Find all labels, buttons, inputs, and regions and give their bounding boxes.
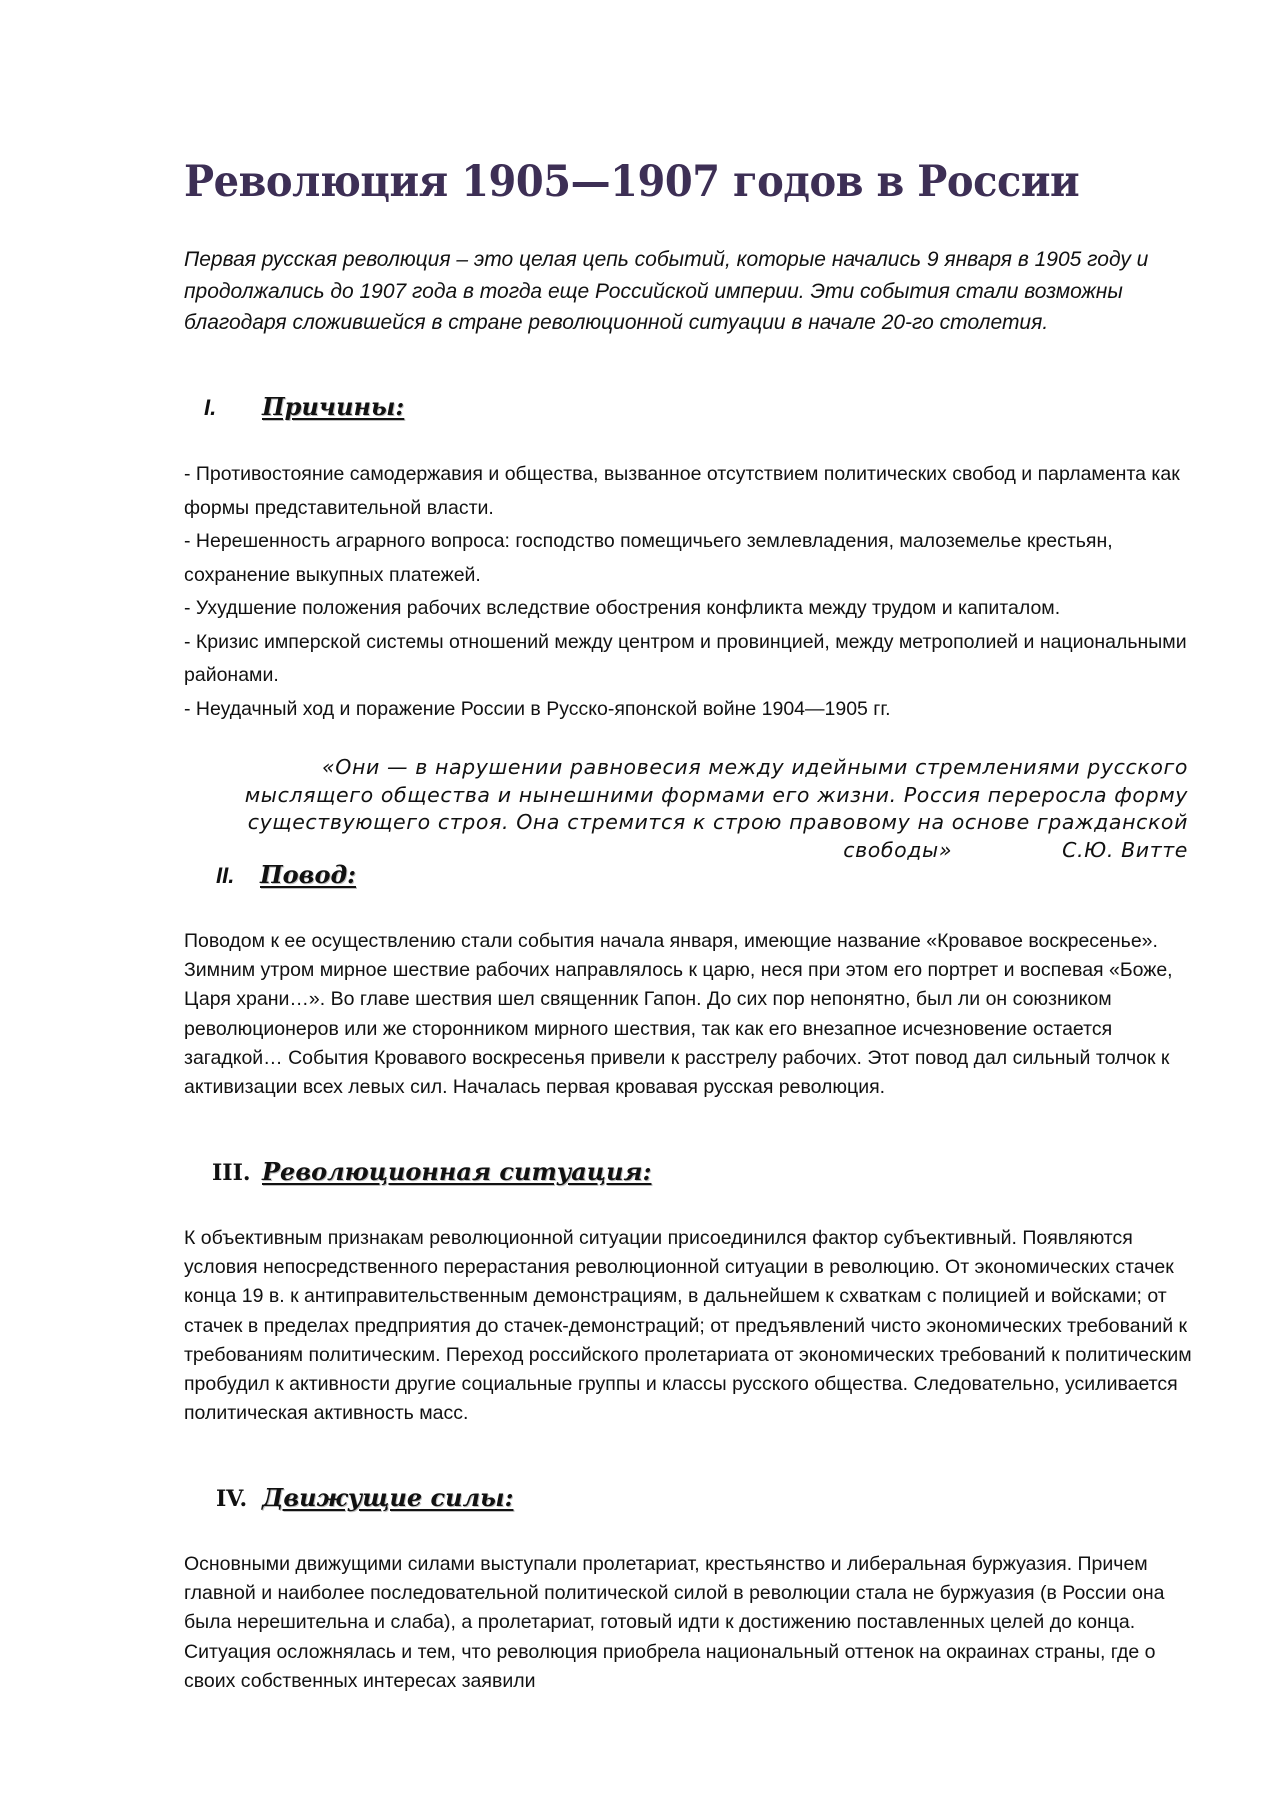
- list-item: - Противостояние самодержавия и общества, вызванное отсутствием политических свобод и парламента как формы представительной власти.: [184, 463, 1180, 519]
- section-number: I.: [204, 395, 217, 420]
- revolutionary-situation-paragraph: К объективным признакам революционной ситуации присоединился фактор субъективный. Появляются условия непосредственного перерастания революционной ситуации в революцию. От экономических стачек конца 19 в. к антиправительственным демонстрациям, в дальнейшем к схваткам с полицией и войсками; от стачек в пределах предприятия до стачек-демонстраций; от предъявлений чисто экономических требований к требованиям политическим. Переход российского пролетариата от экономических требований к политическим пробудил к активности другие социальные группы и классы русского общества. Следовательно, усиливается политическая активность масс.: [184, 1227, 1192, 1425]
- section-heading-pretext: [216, 860, 356, 889]
- intro-paragraph: Первая русская революция – это целая цепь событий, которые начались 9 января в 1905 году и продолжались до 1907 года в тогда еще Российской империи. Эти события стали возможны благодаря сложившейся в стране революционной ситуации в начале 20-го столетия.: [184, 248, 1149, 334]
- section-number: IV.: [216, 1486, 248, 1512]
- section-heading-revolutionary-situation: [212, 1157, 651, 1186]
- list-item: - Неудачный ход и поражение России в Русско-японской войне 1904—1905 гг.: [184, 697, 891, 720]
- driving-forces-paragraph: Основными движущими силами выступали пролетариат, крестьянство и либеральная буржуазия. Причем главной и наиболее последовательной политической силой в революции стала не буржуазия (в России она была нерешительна и слаба), а пролетариат, готовый идти к достижению поставленных целей до конца. Ситуация осложнялась и тем, что революция приобрела национальный оттенок на окраинах страны, где о своих собственных интересах заявили: [184, 1553, 1165, 1692]
- causes-list: [184, 458, 1196, 726]
- list-item: - Кризис имперской системы отношений между центром и провинцией, между метрополией и национальными районами.: [184, 630, 1187, 686]
- section-heading-causes: [204, 392, 404, 421]
- list-item: - Ухудшение положения рабочих вследствие обострения конфликта между трудом и капиталом.: [184, 597, 1061, 619]
- pretext-paragraph: Поводом к ее осуществлению стали события начала января, имеющие название «Кровавое воскресенье». Зимним утром мирное шествие рабочих направлялось к царю, неся при этом его портрет и воспевая «Боже, Царя храни…». Во главе шествия шел священник Гапон. До сих пор непонятно, был ли он союзником революционеров или же сторонником мирного шествия, так как его внезапное исчезновение остается загадкой… События Кровавого воскресенья привели к расстрелу рабочих. Этот повод дал сильный толчок к активизации всех левых сил. Началась первая кровавая русская революция.: [184, 930, 1173, 1099]
- section-title: Повод:: [260, 860, 356, 889]
- section-number: II.: [216, 863, 235, 888]
- section-title: Революционная ситуация:: [262, 1157, 652, 1186]
- list-item: - Нерешенность аграрного вопроса: господство помещичьего землевладения, малоземелье крестьян, сохранение выкупных платежей.: [184, 530, 1113, 586]
- section-number: III.: [212, 1160, 251, 1186]
- witte-quote: [234, 754, 1188, 864]
- section-heading-driving-forces: [216, 1483, 513, 1512]
- document-title: Революция 1905—1907 годов в России: [184, 157, 1080, 207]
- section-title: Причины:: [262, 392, 405, 421]
- section-title: Движущие силы:: [262, 1483, 514, 1512]
- quote-author: С.Ю. Витте: [1062, 837, 1188, 862]
- quote-text: «Они — в нарушении равновесия между идейными стремлениями русского мыслящего общества и нынешними формами его жизни. Россия переросла форму существующего строя. Она стремится к строю правовому на основе гражданской свободы»: [244, 755, 1188, 862]
